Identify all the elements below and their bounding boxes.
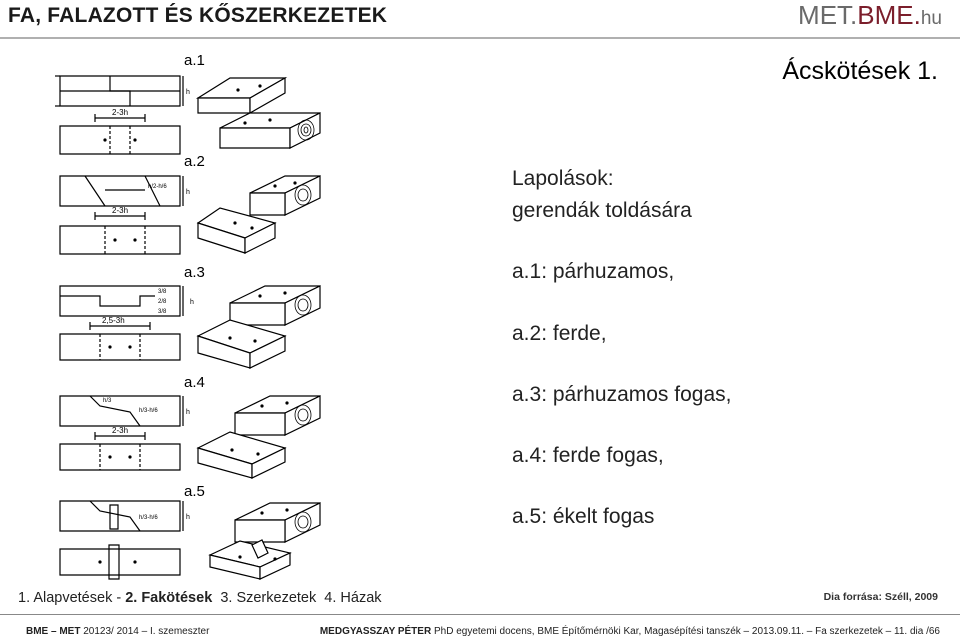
a1-dim-label: 2-3h xyxy=(112,108,129,117)
nav-szerkezetek-hazak[interactable]: 3. Szerkezetek 4. Házak xyxy=(212,590,382,606)
a2-elevation-drawing xyxy=(55,170,200,260)
lapolasok-title: Lapolások: xyxy=(512,167,614,190)
a2-isometric-drawing xyxy=(190,168,330,263)
figure-label-a4: a.4 xyxy=(184,374,205,391)
footer-org: BME – MET xyxy=(26,626,81,637)
a4-h-label: h xyxy=(186,409,190,416)
footer-semester: 20123/ 2014 – I. szemeszter xyxy=(80,626,210,637)
figure-label-a1: a.1 xyxy=(184,52,205,69)
nav-alapvetesek[interactable]: 1. Alapvetések - xyxy=(18,590,126,606)
lapolas-item-a3: a.3: párhuzamos fogas, xyxy=(512,383,732,406)
a3-frac1: 3/8 xyxy=(158,289,167,295)
a1-elevation-drawing xyxy=(55,68,200,163)
a3-elevation-drawing xyxy=(55,280,200,365)
figure-label-a5: a.5 xyxy=(184,483,205,500)
a2-slope-label: h/2-h/6 xyxy=(148,184,167,190)
header-title: FA, FALAZOTT ÉS KŐSZERKEZETEK xyxy=(8,4,388,27)
logo-hu: hu xyxy=(920,8,942,29)
a4-t-label: h/3 xyxy=(103,398,112,404)
footer-author: MEDGYASSZAY PÉTER xyxy=(319,626,432,637)
a5-isometric-drawing xyxy=(190,495,330,585)
a2-h-label: h xyxy=(186,189,190,196)
lapolasok-subtitle: gerendák toldására xyxy=(512,199,692,222)
met-bme-logo[interactable] xyxy=(798,0,942,31)
a5-elevation-drawing xyxy=(55,495,200,580)
logo-met: MET. xyxy=(798,0,858,30)
logo-bme: BME. xyxy=(857,0,921,30)
a3-frac2: 2/8 xyxy=(158,299,167,305)
a3-dim-label: 2,5-3h xyxy=(102,316,125,325)
slide-source: Dia forrása: Széll, 2009 xyxy=(823,591,938,603)
footer-divider xyxy=(0,614,960,615)
a5-slope-label: h/3-h/6 xyxy=(139,515,158,521)
footer-right xyxy=(320,626,940,637)
slide-title: Ácskötések 1. xyxy=(782,57,938,85)
footer-left xyxy=(26,626,209,637)
a2-dim-label: 2-3h xyxy=(112,206,129,215)
header-divider xyxy=(0,37,960,39)
a4-slope-label: h/3-h/6 xyxy=(139,408,158,414)
nav-fakotesek[interactable]: 2. Fakötések xyxy=(125,590,213,606)
a4-dim-label: 2-3h xyxy=(112,426,129,435)
figure-label-a2: a.2 xyxy=(184,153,205,170)
lapolas-item-a5: a.5: ékelt fogas xyxy=(512,505,655,528)
a5-h-label: h xyxy=(186,514,190,521)
a1-isometric-drawing xyxy=(190,68,330,163)
lapolas-item-a4: a.4: ferde fogas, xyxy=(512,444,664,467)
a3-h-label: h xyxy=(190,299,194,306)
lapolas-item-a2: a.2: ferde, xyxy=(512,322,607,345)
a1-h-label: h xyxy=(186,89,190,96)
a4-elevation-drawing xyxy=(55,390,200,475)
footer-details: PhD egyetemi docens, BME Építőmérnöki Kar, Magasépítési tanszék – 2013.09.11. – Fa szerkezetek – 11. dia /66 xyxy=(431,626,940,637)
section-navigation xyxy=(18,590,382,606)
a3-isometric-drawing xyxy=(190,278,330,373)
a4-isometric-drawing xyxy=(190,388,330,483)
lapolas-item-a1: a.1: párhuzamos, xyxy=(512,260,675,283)
figure-label-a3: a.3 xyxy=(184,264,205,281)
a3-frac3: 3/8 xyxy=(158,309,167,315)
